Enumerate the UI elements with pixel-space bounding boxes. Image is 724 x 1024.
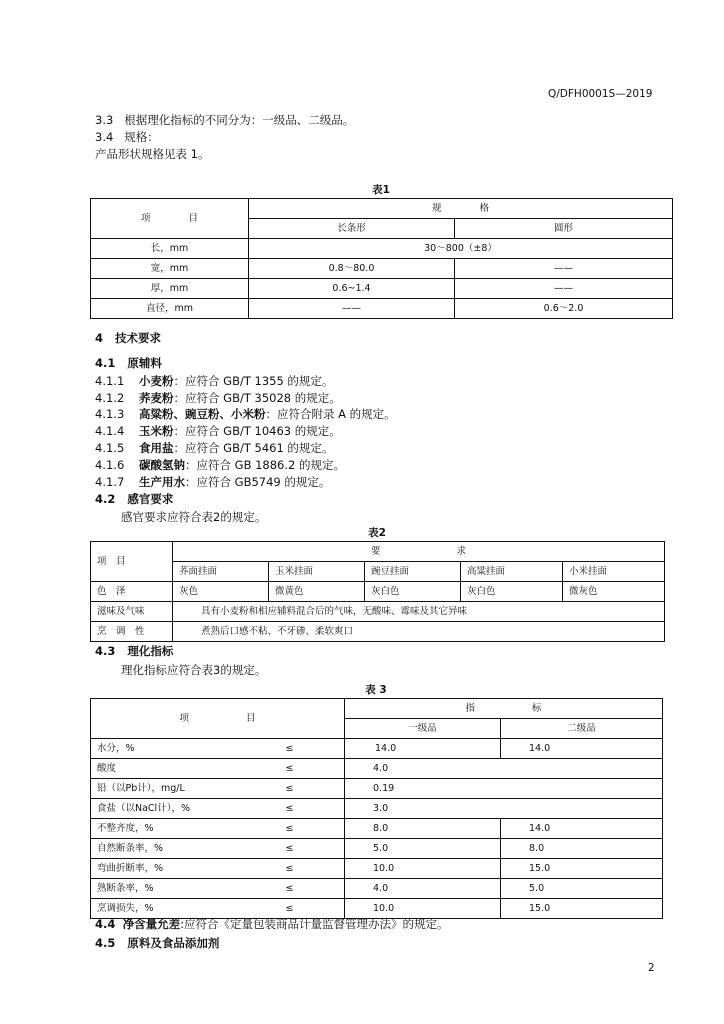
clause-title: 原料及食品添加剂 <box>127 936 220 950</box>
clause-term: 小麦粉 <box>139 374 174 388</box>
clause-number: 4.1.4 <box>95 424 125 438</box>
table-cell: 微黄色 <box>269 582 365 602</box>
table-cell: 8.0 <box>345 819 501 839</box>
table-row <box>91 779 663 799</box>
clause-text: ：应符合 GB/T 1355 的规定。 <box>173 374 334 388</box>
table-cell: 直径，mm <box>91 299 249 319</box>
table-cell: 弯曲折断率，% <box>91 859 276 879</box>
table3-caption: 表 3 <box>365 684 387 696</box>
table-cell: 长，mm <box>91 239 249 259</box>
table-cell: ≤ <box>276 799 345 819</box>
clause-4-1-3 <box>95 406 396 422</box>
clause-4-1-4 <box>95 423 341 439</box>
table-cell: ≤ <box>276 899 345 919</box>
clause-number: 4.1 <box>95 356 116 370</box>
table1-header-spec: 规 格 <box>249 199 673 219</box>
table1-header-item: 项 目 <box>91 199 249 239</box>
table-row <box>91 582 665 602</box>
table-cell: 厚，mm <box>91 279 249 299</box>
paragraph-spec-ref: 产品形状规格见表 1。 <box>95 147 210 161</box>
clause-4-1-5 <box>95 440 333 456</box>
table-cell: 自然断条率，% <box>91 839 276 859</box>
clause-number: 4.1.3 <box>95 407 125 421</box>
table-cell: ≤ <box>276 839 345 859</box>
clause-term: 生产用水 <box>139 475 185 489</box>
table-cell: 0.8～80.0 <box>249 259 455 279</box>
table-cell: 30～800（±8） <box>249 239 673 259</box>
clause-term: 荞麦粉 <box>139 391 174 405</box>
clause-text: ：应符合 GB 1886.2 的规定。 <box>185 458 346 472</box>
table-cell: 熟断条率，% <box>91 879 276 899</box>
table-cell: —— <box>455 279 673 299</box>
table-cell: 10.0 <box>345 899 501 919</box>
clause-4-4 <box>95 916 449 932</box>
clause-title: 原辅料 <box>127 356 162 370</box>
table1-caption: 表1 <box>372 184 390 196</box>
table-cell: 0.6～2.0 <box>455 299 673 319</box>
table-row <box>91 199 673 219</box>
table-cell: 色 泽 <box>91 582 173 602</box>
clause-text: :应符合《定量包装商品计量监督管理办法》的规定。 <box>180 917 449 931</box>
table3-header-grade1: 一级品 <box>345 719 501 739</box>
table1-header-long: 长条形 <box>249 219 455 239</box>
table3-header-grade2: 二级品 <box>501 719 663 739</box>
table-cell: 14.0 <box>501 739 663 759</box>
table-row <box>91 542 665 562</box>
table-row <box>91 819 663 839</box>
clause-4-1-6 <box>95 457 345 473</box>
clause-3-3 <box>95 112 354 128</box>
table2-col-header: 小米挂面 <box>563 562 665 582</box>
table-cell: 不整齐度，% <box>91 819 276 839</box>
table-cell: 15.0 <box>501 859 663 879</box>
table-row <box>91 699 663 719</box>
section-number: 4 <box>95 331 104 345</box>
table-cell: 0.6~1.4 <box>249 279 455 299</box>
table-row <box>91 279 673 299</box>
table2-header-item: 项 目 <box>91 542 173 582</box>
table-cell: ≤ <box>276 779 345 799</box>
table-cell: ≤ <box>276 859 345 879</box>
table-row <box>91 759 663 779</box>
table-row <box>91 859 663 879</box>
table-row <box>91 239 673 259</box>
table-cell: —— <box>249 299 455 319</box>
table-cell: 灰白色 <box>461 582 563 602</box>
table2-col-header: 豌豆挂面 <box>365 562 461 582</box>
clause-term: 玉米粉 <box>139 424 174 438</box>
table-cell: 铅（以Pb计），mg/L <box>91 779 276 799</box>
table-row <box>91 622 665 642</box>
table-cell: ≤ <box>276 819 345 839</box>
table-cell: 15.0 <box>501 899 663 919</box>
table1 <box>90 198 673 319</box>
table-row <box>91 299 673 319</box>
table-cell: 灰色 <box>173 582 269 602</box>
table-cell: 滋味及气味 <box>91 602 173 622</box>
section-title: 技术要求 <box>115 331 162 345</box>
table2 <box>90 541 665 642</box>
section-4-heading <box>95 330 161 346</box>
table-cell: 水分，% <box>91 739 276 759</box>
clause-4-3 <box>95 643 173 659</box>
table2-col-header: 荞面挂面 <box>173 562 269 582</box>
table-cell: 14.0 <box>345 739 501 759</box>
paragraph-physchem: 理化指标应符合表3的规定。 <box>121 663 267 677</box>
clause-4-5 <box>95 935 219 951</box>
paragraph-sensory: 感官要求应符合表2的规定。 <box>121 510 267 524</box>
table-cell: 14.0 <box>501 819 663 839</box>
table-cell: ≤ <box>276 739 345 759</box>
table-cell: —— <box>455 259 673 279</box>
table-row <box>91 739 663 759</box>
page-number: 2 <box>648 962 655 974</box>
table-row <box>91 562 665 582</box>
clause-number: 4.5 <box>95 936 116 950</box>
table-cell: 微灰色 <box>563 582 665 602</box>
clause-text: ：应符合附录 A 的规定。 <box>265 407 396 421</box>
table-cell: 煮熟后口感不粘、不牙碜、柔软爽口 <box>173 622 665 642</box>
table-row <box>91 602 665 622</box>
table2-col-header: 高粱挂面 <box>461 562 563 582</box>
clause-text: ：应符合 GB/T 10463 的规定。 <box>173 424 341 438</box>
table3-header-index: 指 标 <box>345 699 663 719</box>
clause-text: 根据理化指标的不同分为：一级品、二级品。 <box>124 113 355 127</box>
table-cell: 烹调损失，% <box>91 899 276 919</box>
table2-col-header: 玉米挂面 <box>269 562 365 582</box>
table-cell: 10.0 <box>345 859 501 879</box>
clause-number: 4.1.6 <box>95 458 125 472</box>
clause-number: 4.4 <box>95 917 116 931</box>
table-row <box>91 259 673 279</box>
clause-text: ：应符合 GB5749 的规定。 <box>185 475 331 489</box>
table-cell: 5.0 <box>345 839 501 859</box>
table-row <box>91 799 663 819</box>
clause-number: 4.2 <box>95 492 116 506</box>
clause-term: 碳酸氢钠 <box>139 458 185 472</box>
clause-4-1-1 <box>95 373 333 389</box>
table-cell: 0.19 <box>345 779 663 799</box>
clause-3-4 <box>95 129 159 145</box>
clause-text: 规格： <box>124 130 159 144</box>
clause-term: 高粱粉、豌豆粉、小米粉 <box>139 407 266 421</box>
clause-number: 3.4 <box>95 130 114 144</box>
table-cell: 8.0 <box>501 839 663 859</box>
clause-number: 4.1.7 <box>95 475 125 489</box>
table-cell: 3.0 <box>345 799 663 819</box>
clause-text: ：应符合 GB/T 5461 的规定。 <box>173 441 334 455</box>
table3 <box>90 698 663 919</box>
table-row <box>91 839 663 859</box>
table-cell: ≤ <box>276 759 345 779</box>
table-cell: 宽，mm <box>91 259 249 279</box>
document-code: Q/DFH0001S—2019 <box>548 88 653 100</box>
table2-header-req: 要 求 <box>173 542 665 562</box>
table2-caption: 表2 <box>368 527 386 539</box>
clause-term: 净含量允差 <box>122 917 181 931</box>
clause-number: 4.1.5 <box>95 441 125 455</box>
clause-4-1-7 <box>95 474 330 490</box>
clause-4-1 <box>95 355 162 371</box>
clause-4-1-2 <box>95 390 341 406</box>
table-cell: 食盐（以NaCl计），% <box>91 799 276 819</box>
table-row <box>91 879 663 899</box>
table-cell: ≤ <box>276 879 345 899</box>
table-cell: 灰白色 <box>365 582 461 602</box>
table3-header-item: 项 目 <box>91 699 345 739</box>
clause-4-2 <box>95 491 173 507</box>
table-cell: 4.0 <box>345 879 501 899</box>
table1-header-round: 圆形 <box>455 219 673 239</box>
table-cell: 烹 调 性 <box>91 622 173 642</box>
table-cell: 4.0 <box>345 759 663 779</box>
clause-number: 3.3 <box>95 113 114 127</box>
clause-term: 食用盐 <box>139 441 174 455</box>
table-cell: 具有小麦粉和相应辅料混合后的气味，无酸味、霉味及其它异味 <box>173 602 665 622</box>
clause-number: 4.3 <box>95 644 116 658</box>
clause-number: 4.1.1 <box>95 374 125 388</box>
clause-number: 4.1.2 <box>95 391 125 405</box>
clause-title: 感官要求 <box>127 492 174 506</box>
clause-title: 理化指标 <box>127 644 174 658</box>
table-cell: 5.0 <box>501 879 663 899</box>
table-cell: 酸度 <box>91 759 276 779</box>
clause-text: ：应符合 GB/T 35028 的规定。 <box>173 391 341 405</box>
